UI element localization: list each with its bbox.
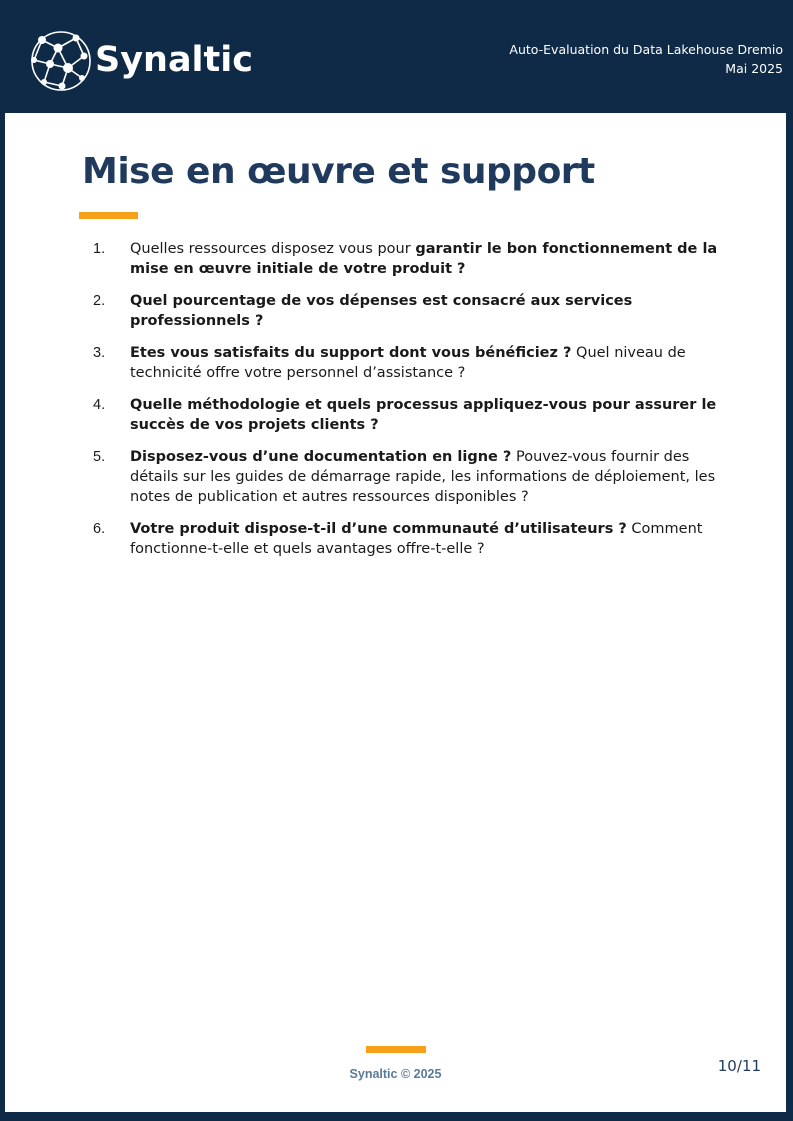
page-number: 10/11	[717, 1057, 761, 1075]
network-graph-icon	[28, 28, 94, 94]
synaltic-logo	[28, 28, 254, 96]
question-item	[85, 343, 735, 383]
question-item	[85, 395, 735, 435]
page-content	[5, 113, 786, 1112]
question-list	[85, 239, 735, 571]
question-text-after: Quel niveau de technicité offre votre personnel d’assistance ?	[130, 345, 686, 381]
question-item	[85, 447, 735, 507]
section-title: Mise en œuvre et support	[82, 151, 595, 192]
question-bold-text: Etes vous satisfaits du support dont vous bénéficiez ?	[130, 345, 572, 361]
question-text-after: Pouvez-vous fournir des détails sur les guides de démarrage rapide, les informations de déploiement, les notes de publication et autres ressources disponibles ?	[130, 449, 716, 505]
title-accent-bar	[79, 212, 138, 219]
question-item	[85, 291, 735, 331]
header-info	[509, 40, 783, 78]
footer-accent-bar	[366, 1046, 426, 1053]
question-number: 1.	[93, 241, 106, 257]
question-bold-text: Quel pourcentage de vos dépenses est consacré aux services professionnels ?	[130, 293, 633, 329]
question-text-after: Comment fonctionne-t-elle et quels avantages offre-t-elle ?	[130, 521, 703, 557]
question-bold-text: garantir le bon fonctionnement de la mise en œuvre initiale de votre produit ?	[130, 241, 718, 277]
document-date: Mai 2025	[725, 61, 783, 76]
logo-wordmark: Synaltic	[95, 40, 254, 80]
question-number: 6.	[93, 521, 106, 537]
question-number: 4.	[93, 397, 106, 413]
document-title: Auto-Evaluation du Data Lakehouse Dremio	[509, 42, 783, 57]
question-bold-text: Votre produit dispose-t-il d’une communauté d’utilisateurs ?	[130, 521, 627, 537]
question-item	[85, 239, 735, 279]
question-text: Quelles ressources disposez vous pour	[130, 241, 416, 257]
footer-copyright: Synaltic © 2025	[349, 1067, 442, 1081]
question-bold-text: Quelle méthodologie et quels processus appliquez-vous pour assurer le succès de vos projets clients ?	[130, 397, 717, 433]
question-item	[85, 519, 735, 559]
page-header	[0, 0, 793, 113]
question-number: 5.	[93, 449, 106, 465]
question-number: 2.	[93, 293, 106, 309]
question-bold-text: Disposez-vous d’une documentation en ligne ?	[130, 449, 512, 465]
question-number: 3.	[93, 345, 106, 361]
